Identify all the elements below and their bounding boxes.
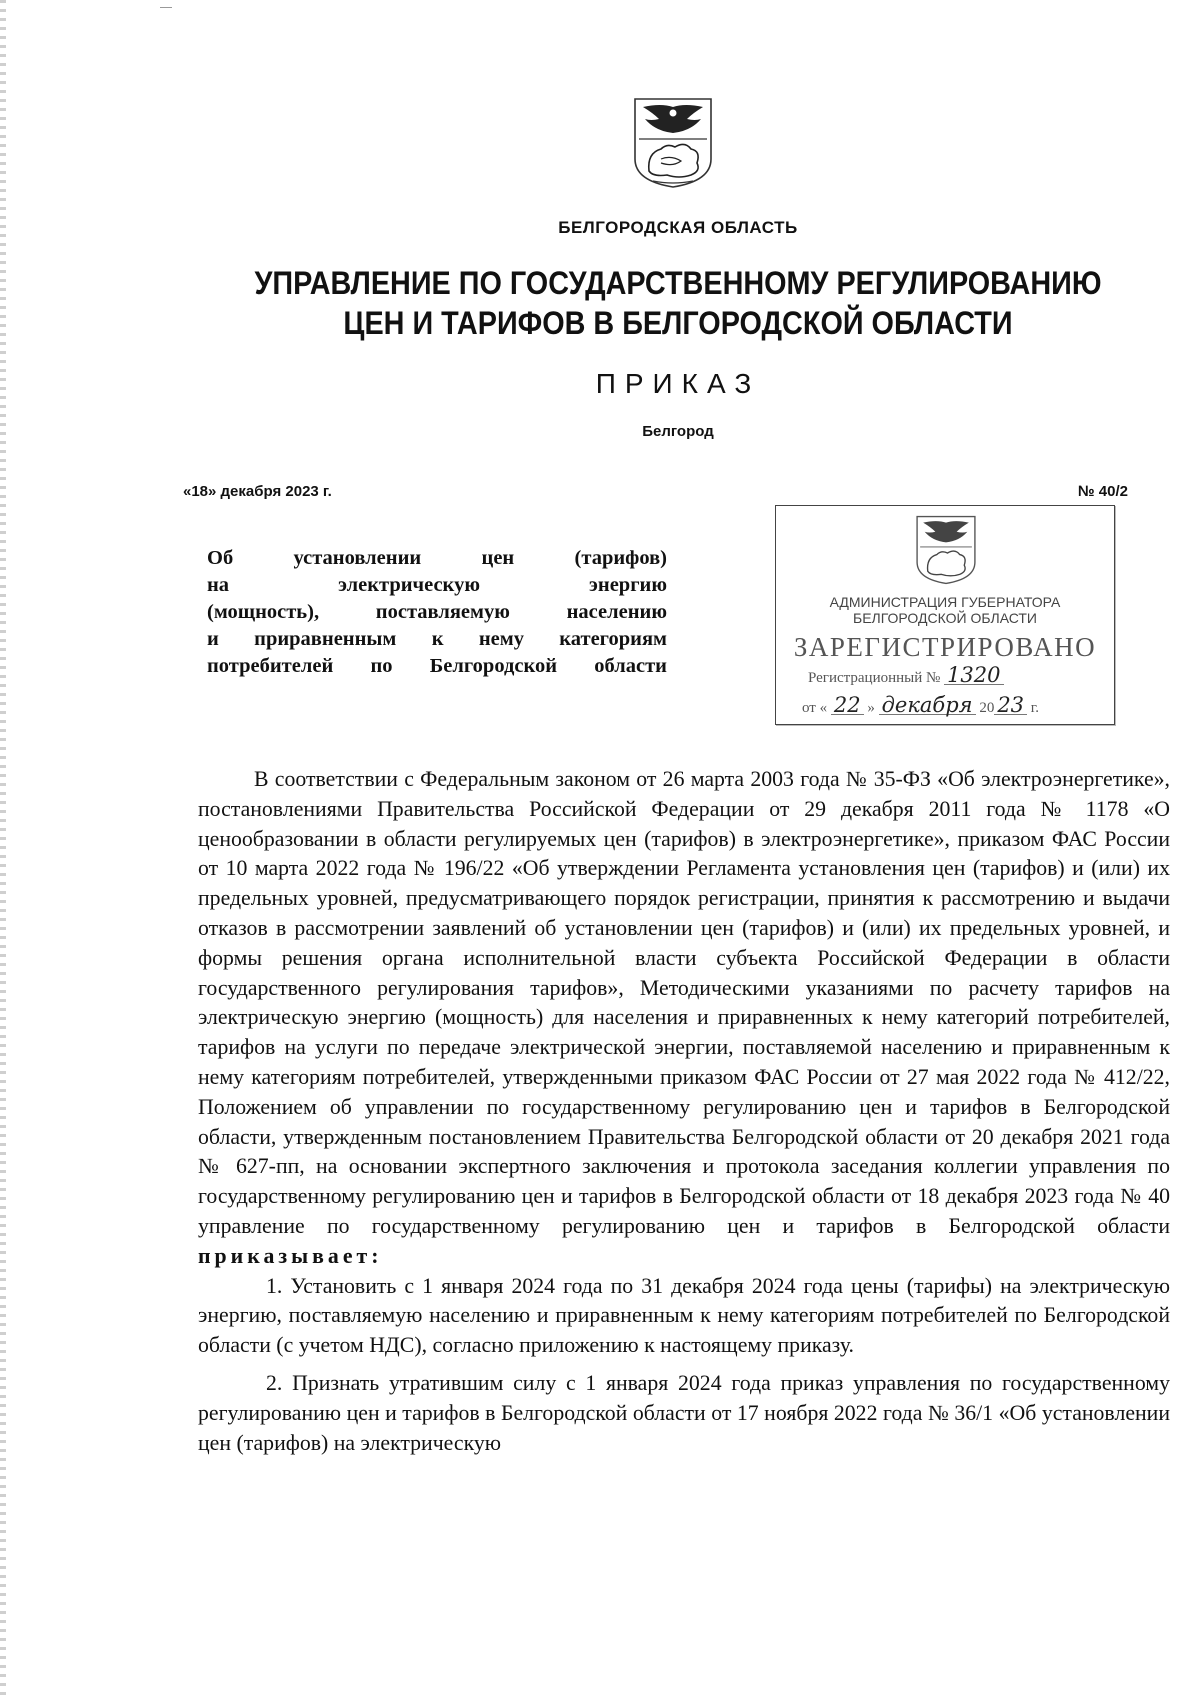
agency-line: ЦЕН И ТАРИФОВ В БЕЛГОРОДСКОЙ ОБЛАСТИ bbox=[343, 305, 1013, 341]
document-date: «18» декабря 2023 г. bbox=[183, 483, 332, 500]
stamp-org-line: БЕЛГОРОДСКОЙ ОБЛАСТИ bbox=[853, 610, 1037, 626]
stamp-from: от « bbox=[802, 700, 828, 716]
stamp-organization bbox=[776, 594, 1114, 626]
orders-keyword: приказывает: bbox=[198, 1243, 383, 1268]
order-item-2: 2. Признать утратившим силу с 1 января 2024 года приказ управления по государственному регулированию цен и тарифов в Белгородской области от 17 ноября 2022 года № 36/1 «Об установлении цен (тарифов) на электрическую bbox=[198, 1370, 1170, 1455]
stamp-date-mid: » bbox=[867, 700, 875, 716]
stamp-emblem-icon bbox=[914, 515, 978, 585]
stamp-date-line bbox=[802, 693, 1040, 717]
title-line: и приравненным к нему категориям bbox=[207, 628, 667, 650]
handwritten-day: 22 bbox=[831, 696, 864, 715]
agency-name bbox=[68, 263, 1200, 343]
registration-stamp bbox=[775, 505, 1115, 725]
title-line: потребителей по Белгородской области bbox=[207, 655, 667, 677]
document-number: № 40/2 bbox=[1077, 483, 1128, 500]
stamp-reg-label: Регистрационный № bbox=[808, 670, 941, 686]
stamp-year-end: г. bbox=[1030, 700, 1040, 716]
stamp-status: ЗАРЕГИСТРИРОВАНО bbox=[793, 632, 1097, 662]
scan-edge bbox=[0, 0, 6, 1697]
preamble-text: В соответствии с Федеральным законом от 26 марта 2003 года № 35-ФЗ «Об электроэнергетике», постановлениями Правительства Российской Федерации от 29 декабря 2011 года № 1178 «О ценообразовании в области регулируемых цен (тарифов) в электроэнергетике», приказом ФАС России от 10 марта 2022 года № 196/22 «Об утверждении Регламента установления цен (тарифов) и (или) их предельных уровней, предусматривающего порядок регистрации, принятия к рассмотрению и выдачи отказов в рассмотрении заявлений об установлении цен (тарифов) и (или) их предельных уровней, и формы решения органа исполнительной власти субъекта Российской Федерации в области государственного регулирования тарифов», Методическими указаниями по расчету тарифов на электрическую энергию (мощность) для населения и приравненных к нему категорий потребителей, тарифов на услуги по передаче электрической энергии, поставляемой населению и приравненным к нему категориям потребителей, утвержденными приказом ФАС России от 27 мая 2022 года № 412/22, Положением об управлении по государственному регулированию цен и тарифов в Белгородской области, утвержденным постановлением Правительства Белгородской области от 20 декабря 2021 года № 627-пп, на основании экспертного заключения и протокола заседания коллегии управления по государственному регулированию цен и тарифов в Белгородской области от 18 декабря 2023 года № 40 управление по государственному регулированию цен и тарифов в Белгородской области bbox=[198, 767, 1170, 1238]
handwritten-reg-number: 1320 bbox=[944, 666, 1003, 685]
title-line: Об установлении цен (тарифов) bbox=[207, 547, 667, 569]
agency-line: УПРАВЛЕНИЕ ПО ГОСУДАРСТВЕННОМУ РЕГУЛИРОВАНИЮ bbox=[254, 265, 1102, 301]
title-line: (мощность), поставляемую населению bbox=[207, 601, 667, 623]
stamp-org-line: АДМИНИСТРАЦИЯ ГУБЕРНАТОРА bbox=[829, 594, 1061, 610]
title-line: на электрическую энергию bbox=[207, 574, 667, 596]
handwritten-year: 23 bbox=[994, 696, 1027, 715]
city-name: Белгород bbox=[642, 423, 714, 440]
preamble-paragraph bbox=[198, 765, 1170, 1272]
document-body bbox=[198, 765, 1170, 1458]
document-type: ПРИКАЗ bbox=[595, 368, 761, 399]
scan-mark bbox=[160, 7, 172, 8]
order-item-1: 1. Установить с 1 января 2024 года по 31 декабря 2024 года цены (тарифы) на электрическую энергию, поставляемую населению и приравненным к нему категориям потребителей по Белгородской области (с учетом НДС), согласно приложению к настоящему приказу. bbox=[198, 1273, 1170, 1358]
stamp-reg-number-line bbox=[808, 663, 1004, 687]
region-name: БЕЛГОРОДСКАЯ ОБЛАСТЬ bbox=[558, 218, 798, 237]
document-title bbox=[207, 545, 667, 680]
stamp-year-prefix: 20 bbox=[979, 700, 995, 716]
coat-of-arms-emblem bbox=[631, 97, 715, 189]
handwritten-month: декабря bbox=[879, 696, 976, 715]
